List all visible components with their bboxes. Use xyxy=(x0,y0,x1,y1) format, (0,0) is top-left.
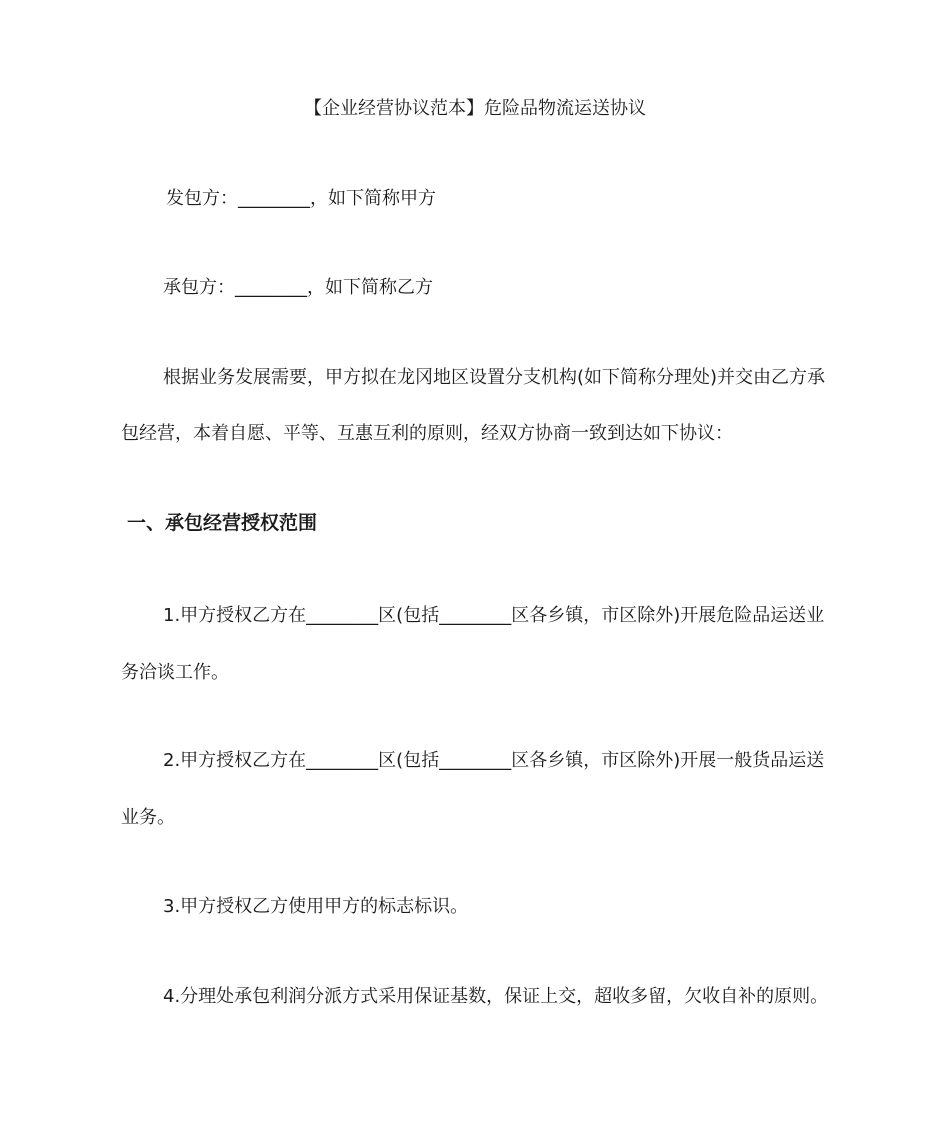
item-4-line-1: 4.分理处承包利润分派方式采用保证基数，保证上交，超收多留，欠收自补的原则。 xyxy=(163,986,829,1007)
item-2-line-2: 业务。 xyxy=(121,807,175,828)
document-title: 【企业经营协议范本】危险品物流运送协议 xyxy=(304,98,646,119)
intro-paragraph-line-1: 根据业务发展需要，甲方拟在龙冈地区设置分支机构(如下简称分理处)并交由乙方承 xyxy=(163,367,826,388)
party-a-line: 发包方：________，如下简称甲方 xyxy=(166,188,436,209)
party-b-line: 承包方：________，如下简称乙方 xyxy=(163,277,433,298)
item-2-line-1: 2.甲方授权乙方在________区(包括________区各乡镇，市区除外)开展一般货品运送 xyxy=(163,750,825,771)
item-1-line-2: 务洽谈工作。 xyxy=(121,662,229,683)
section-1-heading: 一、承包经营授权范围 xyxy=(127,512,318,534)
item-3-line-1: 3.甲方授权乙方使用甲方的标志标识。 xyxy=(163,896,469,917)
intro-paragraph-line-2: 包经营，本着自愿、平等、互惠互利的原则，经双方协商一致到达如下协议： xyxy=(121,423,733,444)
item-1-line-1: 1.甲方授权乙方在________区(包括________区各乡镇，市区除外)开展危险品运送业 xyxy=(163,605,825,626)
